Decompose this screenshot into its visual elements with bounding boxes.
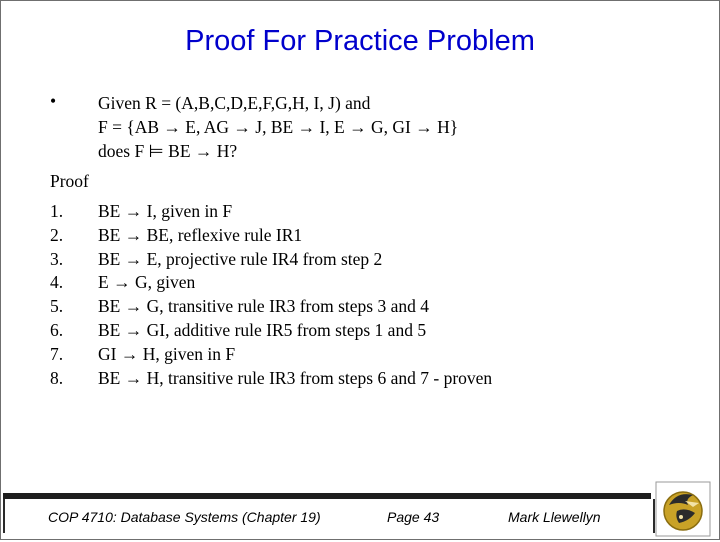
step-text: BE → E, projective rule IR4 from step 2 [98,248,383,269]
given-statement [98,91,458,163]
step-number: 1. [50,201,64,221]
step-number: 3. [50,248,64,269]
proof-heading: Proof [50,171,89,191]
step-text: GI → H, given in F [98,343,236,364]
step-text: BE → GI, additive rule IR5 from steps 1 and 5 [98,319,427,340]
step-number: 7. [50,343,64,364]
step-text: BE → I, given in F [98,201,233,221]
step-number: 6. [50,319,64,340]
bullet-marker: • [50,91,57,111]
given-line: Given R = (A,B,C,D,E,F,G,H, I, J) and [98,93,371,113]
given-line: does F ⊨ BE → H? [98,141,238,161]
footer-course: COP 4710: Database Systems (Chapter 19) [48,509,321,525]
step-number: 8. [50,367,64,388]
step-number: 5. [50,296,64,317]
given-line: F = {AB → E, AG → J, BE → I, E → G, GI → H} [98,117,459,137]
footer-author: Mark Llewellyn [508,509,601,525]
ucf-pegasus-logo-icon [655,481,711,537]
footer-page-number: Page 43 [387,509,440,525]
slide-footer [1,493,719,539]
step-number: 4. [50,272,64,293]
slide-title: Proof For Practice Problem [185,25,535,57]
step-text: BE → G, transitive rule IR3 from steps 3 and 4 [98,296,429,317]
step-number: 2. [50,224,64,245]
step-text: E → G, given [98,272,196,293]
step-text: BE → H, transitive rule IR3 from steps 6 and 7 - proven [98,367,493,388]
step-text: BE → BE, reflexive rule IR1 [98,224,303,245]
